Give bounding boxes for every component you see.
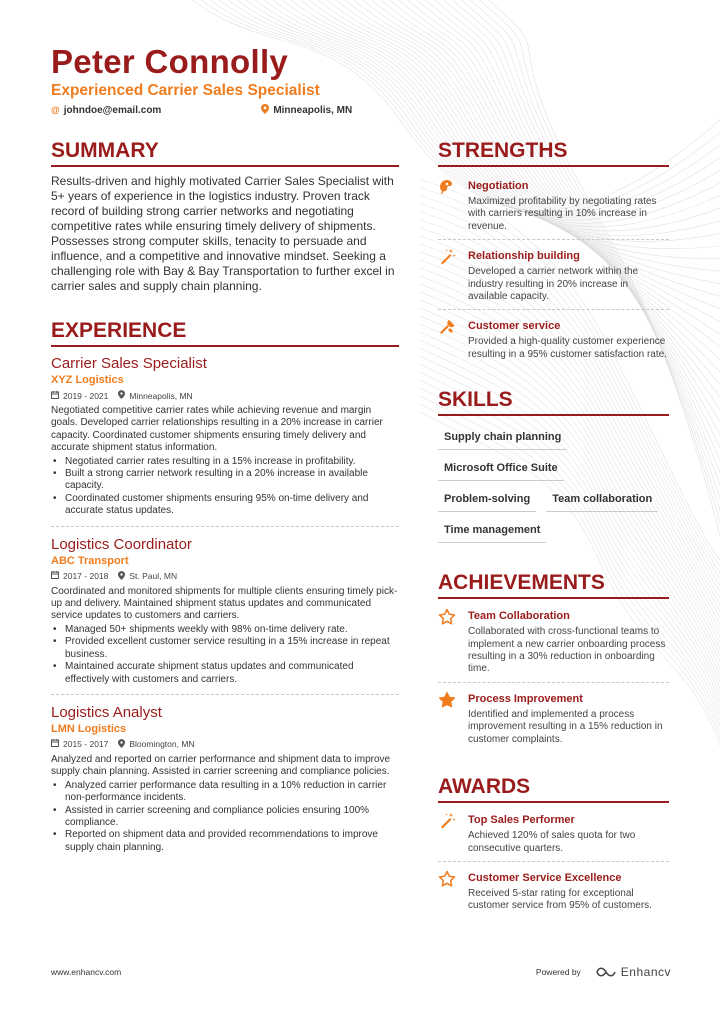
bullet-item: • Maintained accurate shipment status updates and communicated effectively with customers and carriers.	[51, 661, 399, 686]
strengths-item-title: Relationship building	[468, 250, 580, 263]
summary-section	[51, 138, 399, 294]
job-title: Logistics Coordinator	[51, 535, 192, 553]
company-name[interactable]: XYZ Logistics	[51, 374, 124, 386]
email-text: johndoe@email.com	[63, 104, 162, 116]
bullet-item: • Provided excellent customer service resulting in a 15% increase in repeat business.	[51, 636, 399, 661]
achievements-item-description: Collaborated with cross-functional teams to implement a new carrier onboarding process resulting in a 30% reduction in onboarding time.	[468, 626, 666, 675]
strengths-item-title: Negotiation	[468, 180, 529, 192]
job-title: Logistics Analyst	[51, 703, 162, 721]
brand-name: Enhancv	[620, 965, 671, 979]
job-location	[118, 390, 192, 402]
page-footer	[51, 965, 671, 979]
tools-icon	[438, 318, 468, 361]
job-dates: 2015 - 2017	[63, 739, 109, 750]
calendar-icon	[51, 739, 59, 750]
achievements-item-title: Team Collaboration	[468, 610, 570, 623]
awards-item-description: Achieved 120% of sales quota for two consecutive quarters.	[468, 830, 636, 854]
skills-heading: SKILLS	[438, 387, 669, 416]
job-dates: 2019 - 2021	[63, 390, 109, 401]
strengths-item	[438, 178, 669, 240]
at-sign-icon: @	[51, 105, 60, 115]
strengths-item-body	[468, 318, 669, 361]
skill-tag: Team collaboration	[546, 486, 658, 512]
strengths-list	[438, 178, 669, 367]
job-location-text: Bloomington, MN	[129, 739, 195, 750]
bullet-item: • Coordinated customer shipments ensuring 95% on-time delivery and accurate status updates.	[51, 493, 399, 518]
star-outline-icon	[438, 870, 468, 913]
magic-wand-icon	[438, 812, 468, 855]
experience-section	[51, 318, 399, 862]
job-description: Negotiated competitive carrier rates while achieving revenue and margin goals. Developed carrier relationships resulting in a 20% increase in carrier capacity. Coordinated customer shipments ensuring timely delivery and accurate shipment status information.	[51, 405, 383, 454]
awards-heading: AWARDS	[438, 774, 669, 803]
map-pin-icon	[118, 739, 125, 751]
skill-list	[438, 424, 669, 548]
contact-info	[51, 104, 671, 116]
job-location-text: St. Paul, MN	[129, 571, 178, 582]
experience-heading: EXPERIENCE	[51, 318, 399, 347]
awards-item-body	[468, 812, 669, 855]
powered-by-label: Powered by	[535, 967, 581, 977]
star-outline-icon	[438, 608, 468, 676]
job-location-text: Minneapolis, MN	[129, 390, 193, 401]
magic-wand-icon	[438, 248, 468, 303]
location-item	[261, 104, 352, 116]
strengths-item-description: Provided a high-quality customer experience resulting in a 95% customer satisfaction rate.	[468, 336, 667, 360]
job-meta	[51, 739, 399, 751]
bullet-item: • Reported on shipment data and provided recommendations to improve supply chain planning.	[51, 829, 399, 854]
job-entry	[51, 354, 399, 527]
summary-text: Results-driven and highly motivated Carrier Sales Specialist with 5+ years of experience in the logistics industry. Proven track record of building strong carrier networks and negotiating competitive rates while ensuring timely delivery of shipments. Possesses strong computer skills, tenacity to persuade and influence, and a competitive and innovative mindset. Seeking a challenging role with Bay & Bay Transportation to further excel in carrier sales and supply chain planning.	[51, 174, 395, 293]
job-description: Analyzed and reported on carrier performance and shipment data to improve supply chain planning. Assisted in carrier screening and compliance policies.	[51, 753, 391, 778]
powered-by	[536, 965, 671, 979]
achievements-item	[438, 608, 669, 683]
bullet-item: • Analyzed carrier performance data resulting in a 10% reduction in carrier non-performance incidents.	[51, 780, 399, 805]
job-list	[51, 354, 399, 862]
skill-tag: Problem-solving	[438, 486, 536, 512]
strengths-section	[438, 138, 669, 367]
strengths-item-description: Developed a carrier network within the industry resulting in 20% increase in available capacity.	[468, 266, 639, 303]
map-pin-icon	[118, 390, 125, 402]
achievements-item-body	[468, 691, 669, 746]
achievements-list	[438, 608, 669, 752]
job-meta	[51, 390, 399, 402]
location-text: Minneapolis, MN	[273, 104, 353, 116]
job-bullets	[51, 456, 399, 518]
company-name[interactable]: LMN Logistics	[51, 722, 127, 735]
left-column	[51, 138, 399, 870]
skill-tag: Supply chain planning	[438, 424, 567, 450]
awards-list	[438, 812, 669, 919]
achievements-item-title: Process Improvement	[468, 692, 583, 705]
job-location	[118, 571, 177, 583]
strengths-item-title: Customer service	[468, 320, 561, 333]
awards-item-body	[468, 870, 669, 913]
skill-tag: Microsoft Office Suite	[438, 455, 564, 481]
job-description: Coordinated and monitored shipments for multiple clients ensuring timely pick-up and delivery. Maintained shipment status updates and communicated service updates to customers and carriers.	[51, 585, 398, 622]
strengths-item-description: Maximized profitability by negotiating rates with carriers resulting in 10% increase in revenue.	[468, 196, 657, 232]
footer-url-link[interactable]: www.enhancv.com	[51, 967, 122, 977]
bullet-item: • Negotiated carrier rates resulting in a 15% increase in profitability.	[51, 456, 399, 468]
company-name[interactable]: ABC Transport	[51, 554, 129, 567]
map-pin-icon	[261, 104, 269, 116]
achievements-item-description: Identified and implemented a process improvement resulting in a 15% reduction in customer complaints.	[468, 708, 663, 745]
achievements-item	[438, 691, 669, 752]
awards-item-title: Customer Service Excellence	[468, 871, 622, 884]
enhancv-logo-icon	[595, 966, 617, 978]
map-pin-icon	[118, 571, 125, 583]
candidate-title: Experienced Carrier Sales Specialist	[51, 82, 320, 99]
skill-tag: Time management	[438, 517, 546, 543]
right-column	[438, 138, 669, 927]
job-dates: 2017 - 2018	[63, 571, 109, 582]
awards-item-title: Top Sales Performer	[468, 814, 575, 827]
job-bullets	[51, 624, 399, 686]
awards-section	[438, 774, 669, 919]
bullet-item: • Built a strong carrier network resulting in a 20% increase in available capacity.	[51, 468, 399, 493]
calendar-icon	[51, 571, 59, 582]
achievements-section	[438, 570, 669, 752]
resume-header	[51, 44, 671, 116]
strengths-item-body	[468, 178, 669, 233]
job-meta	[51, 571, 399, 583]
achievements-item-body	[468, 608, 669, 676]
job-entry	[51, 535, 399, 695]
achievements-heading: ACHIEVEMENTS	[438, 570, 669, 599]
star-filled-icon	[438, 691, 468, 746]
calendar-icon	[51, 391, 59, 402]
strengths-heading: STRENGTHS	[438, 138, 669, 167]
job-bullets	[51, 780, 399, 854]
job-entry	[51, 703, 399, 862]
awards-item	[438, 870, 669, 919]
strengths-item-body	[468, 248, 669, 303]
awards-item	[438, 812, 669, 862]
strengths-item	[438, 318, 669, 367]
email-item[interactable]	[51, 104, 161, 116]
job-location	[118, 739, 194, 751]
candidate-name: Peter Connolly	[51, 43, 289, 80]
strengths-item	[438, 248, 669, 310]
bullet-item: • Assisted in carrier screening and compliance policies ensuring 100% compliance.	[51, 805, 399, 830]
awards-item-description: Received 5-star rating for exceptional customer service from 95% of customers.	[468, 887, 652, 912]
skills-section	[438, 387, 669, 548]
summary-heading: SUMMARY	[51, 138, 399, 167]
job-title: Carrier Sales Specialist	[51, 355, 207, 372]
handshake-icon	[438, 178, 468, 233]
brand-logo[interactable]	[595, 965, 671, 979]
bullet-item: • Managed 50+ shipments weekly with 98% on-time delivery rate.	[51, 624, 399, 636]
